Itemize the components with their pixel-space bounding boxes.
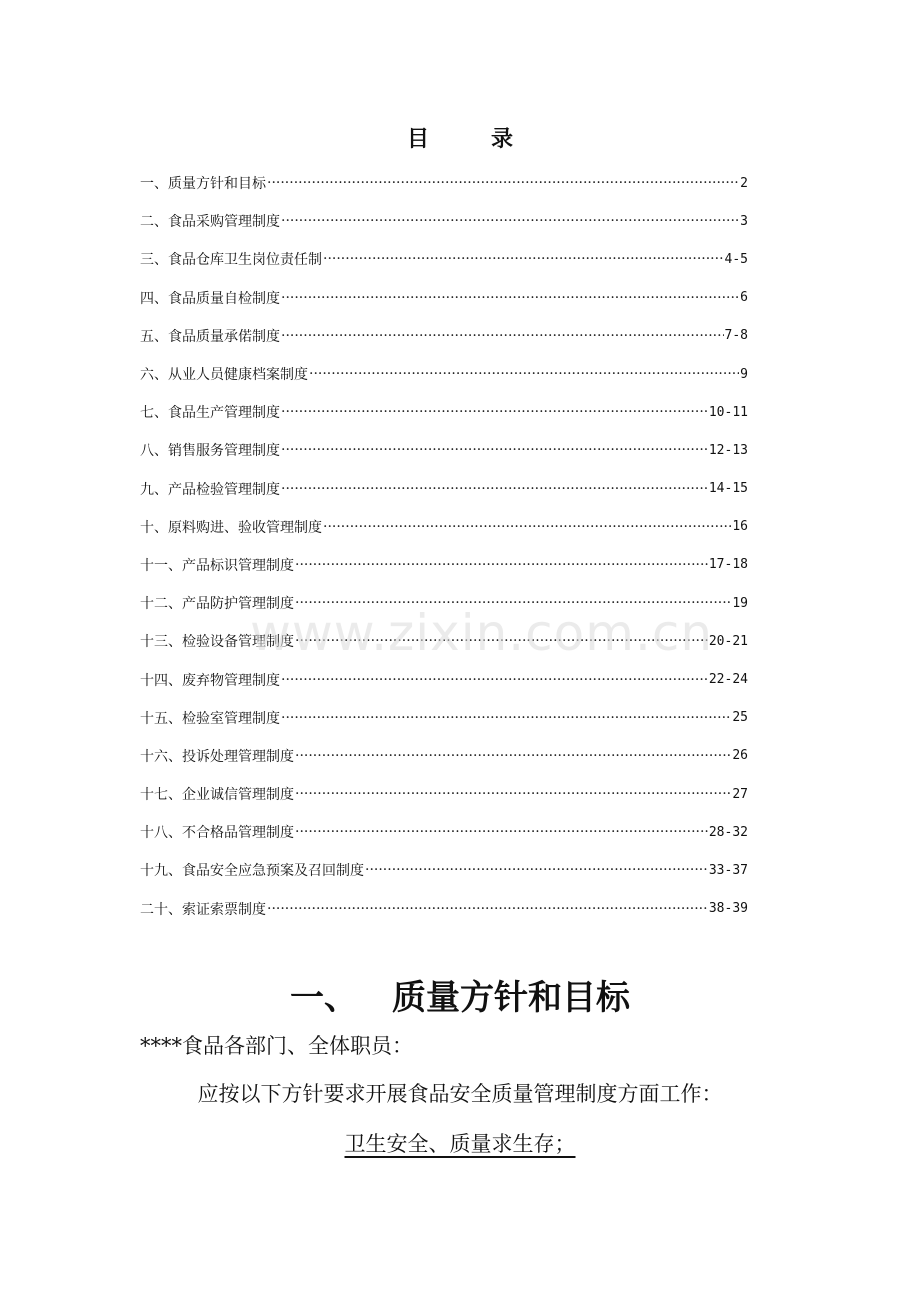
toc-entry-title: 十一、产品标识管理制度	[140, 557, 294, 574]
toc-entry-title: 八、销售服务管理制度	[140, 443, 280, 460]
toc-entry[interactable]	[140, 737, 748, 775]
section-title: 质量方针和目标	[392, 978, 630, 1018]
toc-title: 目录	[406, 126, 575, 152]
toc-entry-page: 10-11	[708, 404, 748, 420]
toc-entry[interactable]	[140, 775, 748, 813]
toc-entry-title: 三、食品仓库卫生岗位责任制	[140, 252, 322, 269]
toc-entry-title: 十二、产品防护管理制度	[140, 596, 294, 613]
toc-leader-dots	[281, 672, 708, 688]
toc-entry-title: 七、食品生产管理制度	[140, 405, 280, 422]
toc-leader-dots	[281, 213, 739, 229]
toc-entry-page: 27	[732, 786, 748, 802]
toc-entry-title: 二、食品采购管理制度	[140, 214, 280, 231]
toc-entry-title: 五、食品质量承偌制度	[140, 328, 280, 345]
toc-leader-dots	[281, 404, 708, 420]
toc-leader-dots	[281, 290, 739, 306]
toc-leader-dots	[323, 251, 724, 267]
toc-entry[interactable]	[140, 660, 748, 698]
toc-entry-page: 2	[740, 175, 748, 191]
toc-leader-dots	[295, 824, 708, 840]
toc-leader-dots	[295, 748, 731, 764]
toc-entry[interactable]	[140, 279, 748, 317]
section-number: 一、	[290, 978, 358, 1018]
toc-entry[interactable]	[140, 699, 748, 737]
section-heading	[0, 970, 920, 1019]
toc-entry-title: 十九、食品安全应急预案及召回制度	[140, 863, 364, 880]
toc-entry[interactable]	[140, 355, 748, 393]
watermark: www.zixin.com.cn	[250, 604, 714, 662]
toc-entry-title: 十四、废弃物管理制度	[140, 672, 280, 689]
toc-leader-dots	[281, 442, 708, 458]
toc-entry-page: 9	[740, 366, 748, 382]
toc-entry-title: 十五、检验室管理制度	[140, 710, 280, 727]
toc-entry[interactable]	[140, 813, 748, 851]
toc-entry-title: 一、质量方针和目标	[140, 176, 266, 193]
toc-entry-page: 19	[732, 595, 748, 611]
toc-entry-page: 16	[732, 519, 748, 535]
toc-entry-page: 4-5	[724, 251, 748, 267]
toc-leader-dots	[267, 901, 708, 917]
toc-leader-dots	[267, 175, 739, 191]
toc-entry-page: 38-39	[708, 901, 748, 917]
toc-entry-title: 十三、检验设备管理制度	[140, 634, 294, 651]
toc-entry-title: 十七、企业诚信管理制度	[140, 787, 294, 804]
toc-entry-title: 六、从业人员健康档案制度	[140, 367, 308, 384]
toc-entry-page: 3	[740, 213, 748, 229]
toc-leader-dots	[281, 328, 724, 344]
toc-leader-dots	[281, 481, 708, 497]
toc-entry-title: 二十、索证索票制度	[140, 901, 266, 918]
toc-entry[interactable]	[140, 890, 748, 928]
toc-entry-page: 17-18	[708, 557, 748, 573]
toc-leader-dots	[281, 710, 731, 726]
table-of-contents	[140, 164, 748, 928]
toc-entry-title: 九、产品检验管理制度	[140, 481, 280, 498]
toc-entry-page: 20-21	[708, 633, 748, 649]
toc-leader-dots	[365, 862, 708, 878]
toc-entry[interactable]	[140, 431, 748, 469]
toc-entry[interactable]	[140, 164, 748, 202]
toc-entry-title: 十六、投诉处理管理制度	[140, 748, 294, 765]
policy-text: 卫生安全、质量求生存；	[344, 1132, 576, 1156]
toc-leader-dots	[323, 519, 731, 535]
toc-entry[interactable]	[140, 508, 748, 546]
toc-entry[interactable]	[140, 546, 748, 584]
policy-intro: 应按以下方针要求开展食品安全质量管理制度方面工作：	[197, 1082, 723, 1106]
toc-entry-page: 22-24	[708, 672, 748, 688]
toc-leader-dots	[295, 786, 731, 802]
toc-entry-page: 6	[740, 290, 748, 306]
toc-entry[interactable]	[140, 202, 748, 240]
toc-entry-title: 四、食品质量自检制度	[140, 290, 280, 307]
toc-entry-page: 26	[732, 748, 748, 764]
toc-entry-title: 十、原料购进、验收管理制度	[140, 519, 322, 536]
toc-entry-page: 25	[732, 710, 748, 726]
toc-entry[interactable]	[140, 240, 748, 278]
toc-entry[interactable]	[140, 317, 748, 355]
toc-entry[interactable]	[140, 851, 748, 889]
policy-statement	[0, 1128, 920, 1158]
toc-entry-page: 7-8	[724, 328, 748, 344]
toc-entry-page: 33-37	[708, 862, 748, 878]
toc-entry-page: 14-15	[708, 481, 748, 497]
toc-leader-dots	[309, 366, 739, 382]
toc-entry[interactable]	[140, 470, 748, 508]
toc-entry-page: 12-13	[708, 442, 748, 458]
toc-entry-title: 十八、不合格品管理制度	[140, 825, 294, 842]
toc-entry[interactable]	[140, 393, 748, 431]
toc-entry-page: 28-32	[708, 824, 748, 840]
greeting-text: ****食品各部门、全体职员：	[140, 1034, 413, 1058]
toc-leader-dots	[295, 557, 708, 573]
